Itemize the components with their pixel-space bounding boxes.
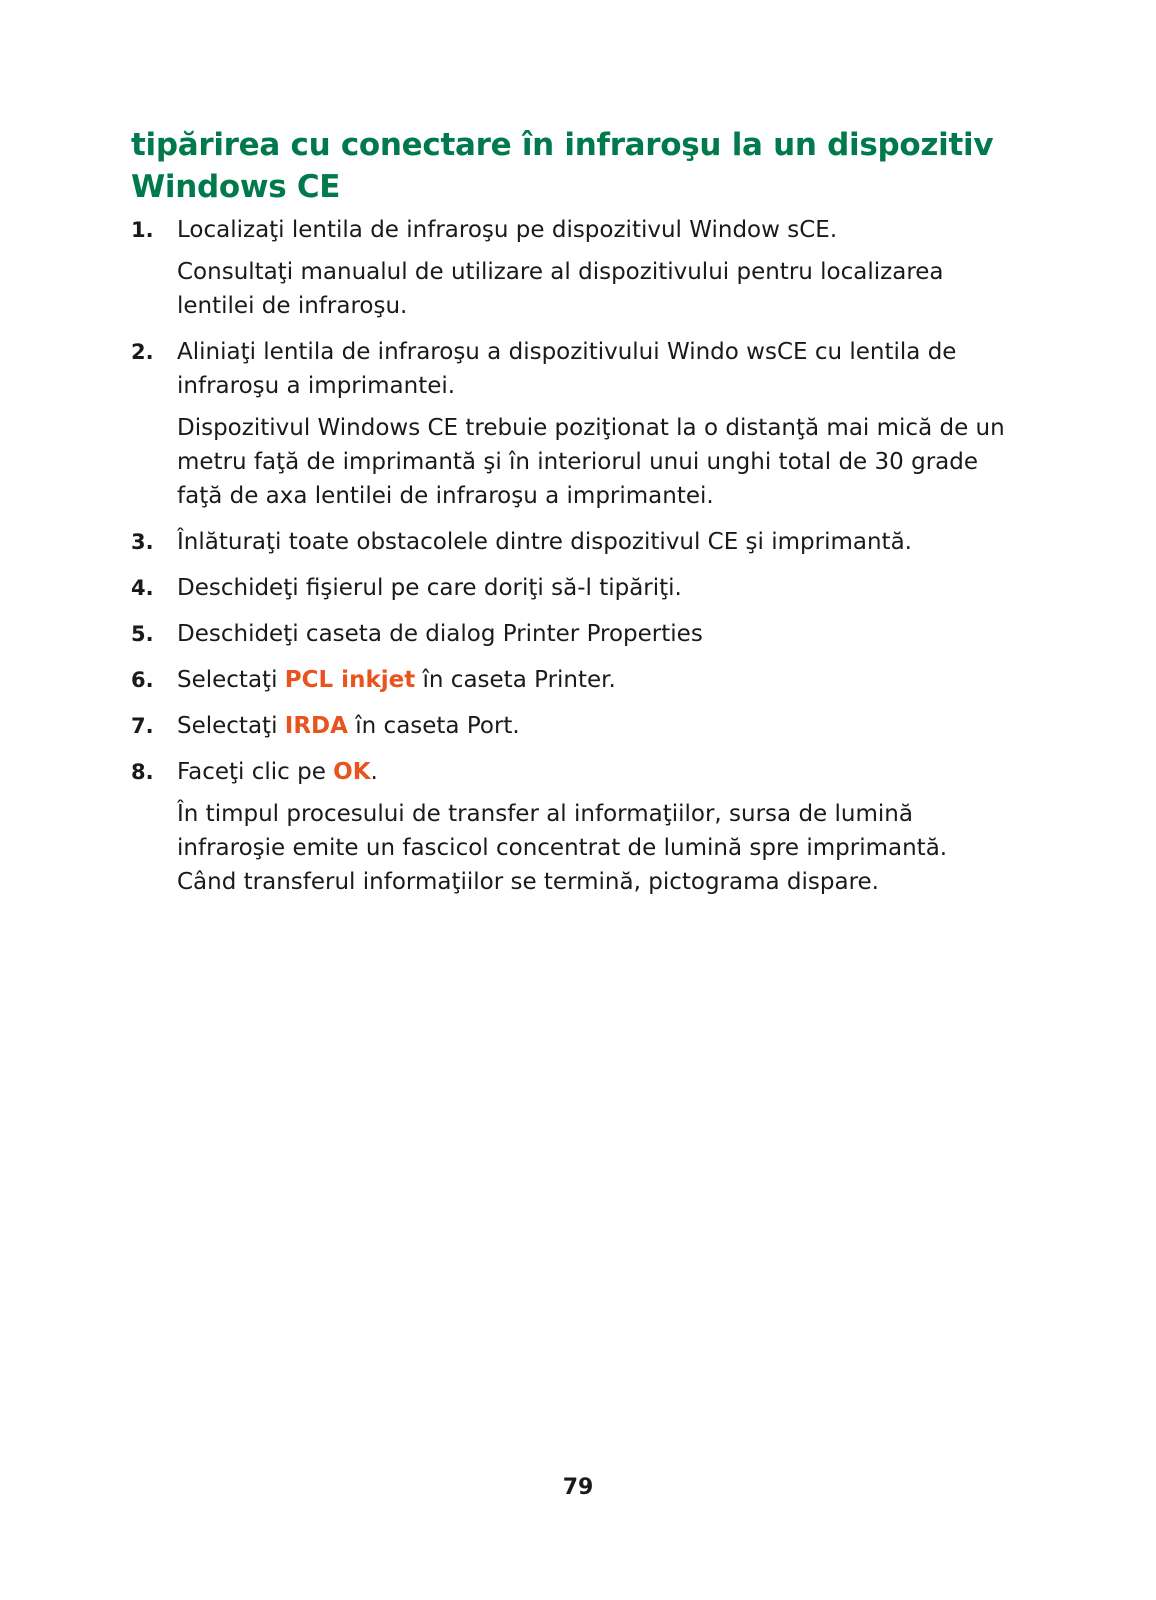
step-note: Consultaţi manualul de utilizare al dispozitivului pentru localizarea lentilei de infraroşu. — [177, 259, 944, 319]
step-7 — [131, 709, 1011, 743]
step-text: Localizaţi lentila de infraroşu pe dispozitivul Window sCE. — [177, 217, 838, 243]
step-text — [177, 709, 1011, 743]
step-text — [177, 755, 1011, 789]
page-number: 79 — [562, 1475, 594, 1500]
step-text: Înlăturaţi toate obstacolele dintre dispozitivul CE şi imprimantă. — [177, 529, 912, 555]
step-text-after: în caseta Port. — [347, 713, 520, 739]
step-8 — [131, 755, 1011, 899]
step-1 — [131, 213, 1011, 323]
step-text: Deschideţi fişierul pe care doriţi să-l tipăriţi. — [177, 575, 682, 601]
port-option-highlight: IRDA — [284, 713, 348, 739]
step-note: Dispozitivul Windows CE trebuie poziţionat la o distanţă mai mică de un metru faţă de imprimantă şi în interiorul unui unghi total de 30 grade faţă de axa lentilei de infraroşu a imprimantei. — [177, 415, 1005, 509]
step-text-after: . — [370, 759, 378, 785]
step-5 — [131, 617, 1011, 651]
step-number: 7. — [131, 714, 154, 738]
step-3 — [131, 525, 1011, 559]
step-number: 4. — [131, 576, 154, 600]
printer-option-highlight: PCL inkjet — [284, 667, 416, 693]
step-number: 3. — [131, 530, 154, 554]
step-number: 8. — [131, 760, 154, 784]
step-6 — [131, 663, 1011, 697]
step-text-before: Faceţi clic pe — [177, 759, 334, 785]
step-text-before: Selectaţi — [177, 667, 285, 693]
step-number: 5. — [131, 622, 154, 646]
steps-list — [131, 213, 1011, 899]
step-number: 6. — [131, 668, 154, 692]
page-title: tipărirea cu conectare în infraroşu la un dispozitiv Windows CE — [131, 127, 994, 205]
ok-button-highlight: OK — [333, 759, 371, 785]
step-text — [177, 663, 1011, 697]
step-text-before: Selectaţi — [177, 713, 285, 739]
step-number: 1. — [131, 218, 154, 242]
step-note: În timpul procesului de transfer al informaţiilor, sursa de lumină infraroşie emite un fascicol concentrat de lumină spre imprimantă. Când transferul informaţiilor se termină, pictograma dispare. — [177, 801, 948, 895]
step-number: 2. — [131, 340, 154, 364]
step-text-after: în caseta Printer. — [415, 667, 616, 693]
step-2 — [131, 335, 1011, 513]
step-text: Aliniaţi lentila de infraroşu a dispozitivului Windo wsCE cu lentila de infraroşu a imprimantei. — [177, 339, 957, 399]
step-4 — [131, 571, 1011, 605]
step-text: Deschideţi caseta de dialog Printer Properties — [177, 621, 703, 647]
